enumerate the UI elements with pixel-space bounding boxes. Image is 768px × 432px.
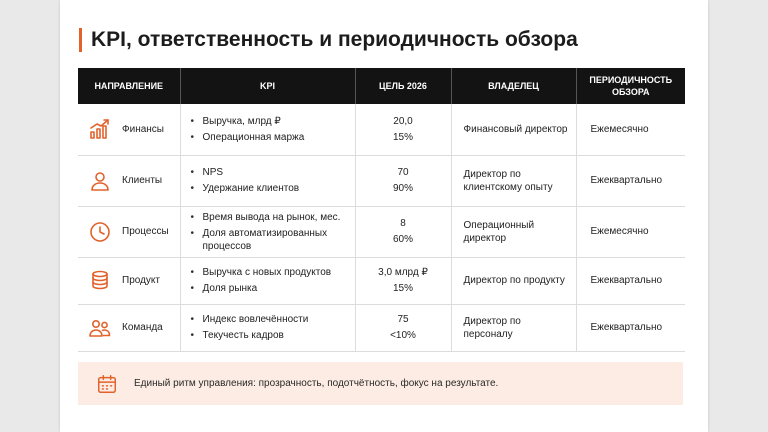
banner-text: Единый ритм управления: прозрачность, подотчётность, фокус на результате.	[134, 378, 499, 389]
target-cell	[355, 304, 451, 351]
slide	[60, 0, 708, 432]
period-cell: Ежеквартально	[576, 304, 685, 351]
table-row	[78, 155, 685, 206]
table-row	[78, 104, 685, 155]
target-value: 70	[397, 167, 409, 178]
target-cell	[355, 206, 451, 257]
target-value: 90%	[392, 183, 413, 194]
kpi-cell	[180, 304, 355, 351]
kpi-item: • NPS	[187, 166, 349, 179]
direction-cell	[78, 155, 180, 206]
kpi-cell	[180, 104, 355, 155]
target-cell	[355, 155, 451, 206]
period-cell: Ежеквартально	[576, 257, 685, 304]
kpi-item: • Доля автоматизированных процессов	[187, 227, 349, 253]
coins-icon	[88, 269, 112, 293]
direction-label: Команда	[122, 322, 163, 333]
table-header-row	[78, 68, 685, 104]
title-block	[79, 27, 578, 53]
header-direction: НАПРАВЛЕНИЕ	[78, 68, 180, 104]
target-value: 60%	[392, 234, 413, 245]
direction-label: Продукт	[122, 275, 160, 286]
target-value: <10%	[390, 330, 416, 341]
target-cell	[355, 104, 451, 155]
user-icon	[88, 169, 112, 193]
direction-cell	[78, 304, 180, 351]
clock-icon	[88, 220, 112, 244]
direction-label: Процессы	[122, 226, 169, 237]
title-accent-bar	[79, 28, 82, 52]
kpi-item: • Выручка с новых продуктов	[187, 266, 349, 279]
target-value: 8	[400, 218, 406, 229]
header-target: ЦЕЛЬ 2026	[355, 68, 451, 104]
kpi-cell	[180, 206, 355, 257]
target-value: 15%	[392, 283, 413, 294]
kpi-item: • Выручка, млрд ₽	[187, 115, 349, 128]
owner-cell: Операционный директор	[451, 206, 576, 257]
table-row	[78, 206, 685, 257]
owner-cell: Финансовый директор	[451, 104, 576, 155]
header-kpi: KPI	[180, 68, 355, 104]
table-row	[78, 257, 685, 304]
direction-label: Клиенты	[122, 175, 163, 186]
table-row	[78, 304, 685, 351]
owner-cell: Директор по клиентскому опыту	[451, 155, 576, 206]
kpi-item: • Доля рынка	[187, 282, 349, 295]
direction-cell	[78, 257, 180, 304]
target-value: 20,0	[393, 115, 413, 127]
owner-cell: Директор по продукту	[451, 257, 576, 304]
kpi-item: • Время вывода на рынок, мес.	[187, 211, 349, 224]
kpi-item: • Индекс вовлечённости	[187, 313, 349, 326]
kpi-cell	[180, 155, 355, 206]
kpi-item: • Удержание клиентов	[187, 182, 349, 195]
header-owner: ВЛАДЕЛЕЦ	[451, 68, 576, 104]
calendar-icon	[96, 373, 118, 395]
target-value: 15%	[392, 131, 413, 143]
target-cell	[355, 257, 451, 304]
kpi-cell	[180, 257, 355, 304]
direction-cell	[78, 206, 180, 257]
target-value: 3,0 млрд ₽	[378, 267, 428, 278]
direction-label: Финансы	[122, 123, 164, 135]
owner-cell: Директор по персоналу	[451, 304, 576, 351]
kpi-item: • Текучесть кадров	[187, 329, 349, 342]
kpi-table	[78, 68, 685, 352]
period-cell: Ежеквартально	[576, 155, 685, 206]
period-cell: Ежемесячно	[576, 206, 685, 257]
kpi-item: • Операционная маржа	[187, 131, 349, 144]
summary-banner	[78, 362, 683, 405]
header-period: ПЕРИОДИЧНОСТЬ ОБЗОРА	[576, 68, 685, 104]
team-icon	[88, 316, 112, 340]
period-cell: Ежемесячно	[576, 104, 685, 155]
target-value: 75	[397, 314, 409, 325]
direction-cell	[78, 104, 180, 155]
chart-growth-icon	[88, 117, 112, 141]
page-title: KPI, ответственность и периодичность обзора	[91, 28, 578, 51]
